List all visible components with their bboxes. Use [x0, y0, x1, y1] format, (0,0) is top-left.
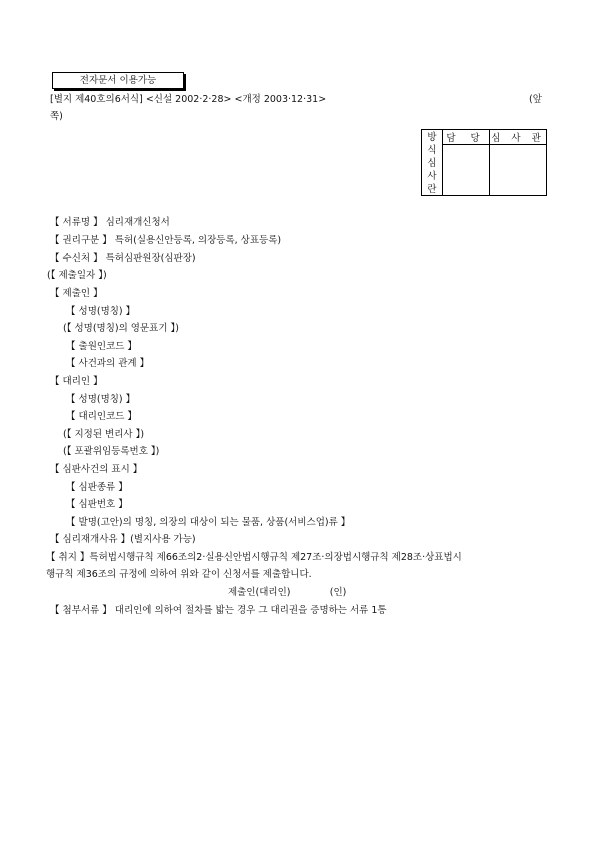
- approval-table: [421, 129, 547, 196]
- field-document-name: 【 서류명 】 심리재개신청서: [50, 217, 170, 228]
- field-submit-date: (【 제출일자 】): [47, 270, 107, 281]
- approval-col-examiner: 심 사 관: [490, 130, 547, 145]
- approval-side-char: 란: [427, 184, 437, 195]
- field-recipient: 【 수신처 】 특허심판원장(심판장): [50, 253, 196, 264]
- approval-side-char: 사: [427, 171, 437, 182]
- field-general-power-number: (【 포괄위임등록번호 】): [63, 446, 160, 457]
- field-submitter: 【 제출인 】: [50, 288, 103, 299]
- page-side-b: 쪽): [50, 111, 63, 122]
- field-invention-title: 【 발명(고안)의 명칭, 의장의 대상이 되는 물품, 상품(서비스업)류 】: [66, 517, 351, 528]
- field-submitter-english-name: (【 성명(명칭)의 영문표기 】): [63, 323, 179, 334]
- approval-side-char: 방: [427, 132, 437, 143]
- field-agent-code: 【 대리인코드 】: [66, 411, 137, 422]
- approval-side-char: 식: [427, 145, 437, 156]
- approval-col-officer: 담 당: [443, 130, 490, 145]
- approval-examiner-cell: [490, 145, 547, 196]
- signature-line: 제출인(대리인) (인): [228, 587, 347, 598]
- page-side-a: (앞: [529, 94, 542, 105]
- field-agent: 【 대리인 】: [50, 376, 103, 387]
- field-agent-name: 【 성명(명칭) 】: [66, 394, 136, 405]
- field-submitter-name: 【 성명(명칭) 】: [66, 306, 136, 317]
- field-trial-type: 【 심판종류 】: [66, 482, 128, 493]
- field-applicant-code: 【 출원인코드 】: [66, 341, 137, 352]
- form-reference: [별지 제40호의6서식] <신설 2002·2·28> <개정 2003·12·31>: [50, 94, 327, 105]
- purpose-line-2: 행규칙 제36조의 규정에 의하여 위와 같이 신청서를 제출합니다.: [46, 569, 312, 580]
- field-case-relation: 【 사건과의 관계 】: [66, 358, 150, 369]
- electronic-document-label: 전자문서 이용가능: [52, 72, 184, 89]
- field-case-display: 【 심판사건의 표시 】: [50, 464, 143, 475]
- approval-side-char: 심: [427, 158, 437, 169]
- approval-side-label: [422, 130, 443, 196]
- field-trial-number: 【 심판번호 】: [66, 499, 128, 510]
- approval-side-text: [422, 130, 442, 195]
- purpose-line-1: 【 취지 】특허법시행규칙 제66조의2·실용신안법시행규칙 제27조·의장법시행규칙 제28조·상표법시: [46, 552, 462, 563]
- field-attachments: 【 첨부서류 】 대리인에 의하여 절차를 밟는 경우 그 대리권을 증명하는 서류 1통: [50, 605, 387, 616]
- field-designated-attorney: (【 지정된 변리사 】): [63, 429, 145, 440]
- field-reopen-reason: 【 심리재개사유 】(별지사용 가능): [50, 534, 196, 545]
- field-right-type: 【 권리구분 】 특허(실용신안등록, 의장등록, 상표등록): [50, 235, 282, 246]
- approval-officer-cell: [443, 145, 490, 196]
